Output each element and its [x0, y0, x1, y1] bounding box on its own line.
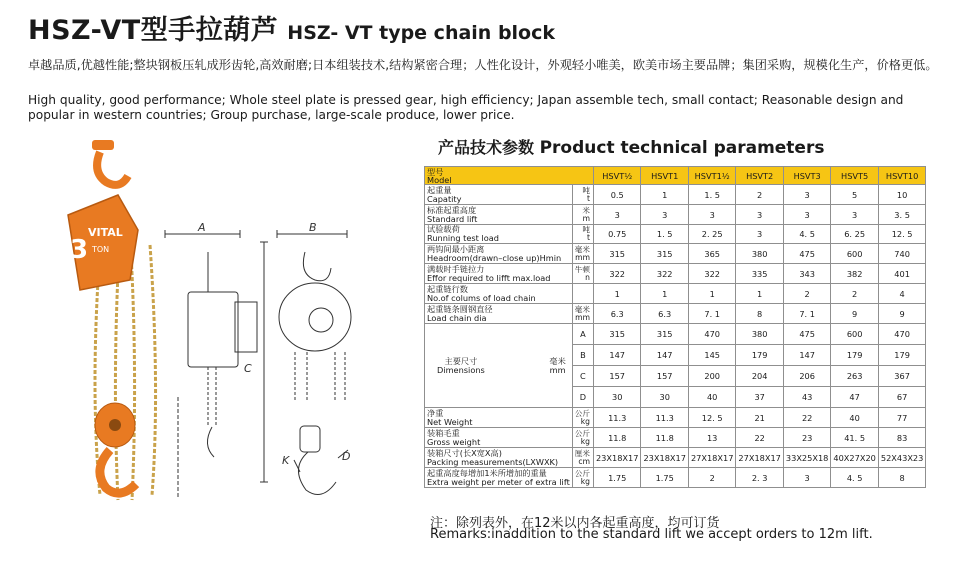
value-cell: 67 [878, 387, 925, 408]
value-cell: 10 [878, 185, 925, 205]
param-name [425, 205, 573, 225]
value-cell: 322 [688, 264, 735, 284]
value-cell: 315 [593, 324, 640, 345]
value-cell: 380 [736, 324, 783, 345]
value-cell: 0.75 [593, 225, 640, 244]
unit-en: t [586, 233, 590, 242]
value-cell: 3 [736, 205, 783, 225]
unit-en: kg [580, 436, 590, 446]
value-cell: 11.3 [593, 408, 640, 428]
unit-cn: 毫米 [549, 355, 566, 366]
value-cell: 206 [783, 366, 830, 387]
unit-cell [572, 185, 593, 205]
value-cell: 13 [688, 428, 735, 448]
value-cell: 322 [593, 264, 640, 284]
value-cell: 3 [783, 468, 830, 488]
value-cell: 40X27X20 [831, 448, 878, 468]
unit-cell [572, 205, 593, 225]
label-en: Dimensions [437, 364, 485, 375]
value-cell: 8 [736, 304, 783, 324]
unit-cell [572, 468, 593, 488]
dim-label-d: D [342, 450, 351, 463]
unit-cn: 毫米 [574, 304, 590, 314]
value-cell: 315 [641, 324, 688, 345]
value-cell: 2 [783, 284, 830, 304]
label-en: No.of colums of load chain [427, 292, 536, 303]
value-cell: 40 [831, 408, 878, 428]
params-title-chinese: 产品技术参数 [438, 138, 535, 157]
value-cell: 475 [783, 244, 830, 264]
value-cell: 475 [783, 324, 830, 345]
label-cn: 型号 [427, 166, 444, 177]
unit-en: mm [575, 252, 590, 262]
table-row [425, 284, 926, 304]
label-en: Running test load [427, 233, 499, 243]
unit-cn: 公斤 [574, 428, 590, 438]
dimensions-label [425, 324, 573, 408]
value-cell: 22 [783, 408, 830, 428]
table-header-row [425, 167, 926, 185]
value-cell: 1.75 [641, 468, 688, 488]
value-cell: 30 [593, 387, 640, 408]
dimension-letter: C [572, 366, 593, 387]
dimension-letter: B [572, 345, 593, 366]
value-cell: 37 [736, 387, 783, 408]
unit-cn: 吨 [582, 225, 590, 234]
label-en: Capatity [427, 193, 462, 204]
value-cell: 4 [878, 284, 925, 304]
value-cell: 1. 5 [688, 185, 735, 205]
value-cell: 33X25X18 [783, 448, 830, 468]
param-name [425, 225, 573, 244]
model-header: HSVT3 [783, 167, 830, 185]
unit-cell [572, 448, 593, 468]
unit-cell [572, 244, 593, 264]
table-row [425, 264, 926, 284]
unit-en: t [586, 193, 590, 203]
title-chinese: HSZ-VT型手拉葫芦 [28, 15, 279, 46]
dimension-letter: D [572, 387, 593, 408]
value-cell: 7. 1 [688, 304, 735, 324]
value-cell: 12. 5 [688, 408, 735, 428]
label-en: Extra weight per meter of extra lift [427, 476, 570, 487]
param-name [425, 264, 573, 284]
value-cell: 3 [593, 205, 640, 225]
value-cell: 3 [783, 185, 830, 205]
table-row [425, 448, 926, 468]
brand-logo: VITAL [88, 226, 123, 239]
label-en: Standard lift [427, 213, 478, 224]
param-name [425, 448, 573, 468]
remark-chinese: 注：除列表外，在12米以内各起重高度，均可订货 [430, 516, 720, 531]
remark-english: Remarks:inaddition to the standard lift we accept orders to 12m lift. [430, 527, 873, 542]
value-cell: 21 [736, 408, 783, 428]
value-cell: 470 [878, 324, 925, 345]
side-view-drawing [160, 222, 280, 507]
label-cn: 净重 [427, 407, 444, 418]
dimensions-name [437, 357, 485, 375]
value-cell: 8 [878, 468, 925, 488]
value-cell: 147 [783, 345, 830, 366]
label-en: Effor required to lifft max.load [427, 272, 551, 283]
unit-cell [572, 304, 593, 324]
unit-cn: 吨 [582, 185, 590, 195]
value-cell: 41. 5 [831, 428, 878, 448]
dim-label-k: K [282, 454, 290, 467]
param-name [425, 284, 573, 304]
model-header: HSVT10 [878, 167, 925, 185]
unit-cell [572, 408, 593, 428]
model-header: HSVT1 [641, 167, 688, 185]
unit-en: m [582, 213, 590, 223]
unit-cell [572, 225, 593, 244]
value-cell: 2. 3 [736, 468, 783, 488]
dimensions-unit [549, 357, 565, 375]
model-header: HSVT½ [593, 167, 640, 185]
value-cell: 11.3 [641, 408, 688, 428]
label-en: Headroom(drawn–close up)Hmin [427, 252, 562, 263]
value-cell: 147 [641, 345, 688, 366]
value-cell: 147 [593, 345, 640, 366]
unit-cn: 米 [582, 205, 590, 215]
value-cell: 365 [688, 244, 735, 264]
value-cell: 0.5 [593, 185, 640, 205]
capacity-unit: TON [92, 245, 110, 254]
value-cell: 2 [736, 185, 783, 205]
param-name [425, 408, 573, 428]
unit-cn: 厘米 [574, 448, 590, 458]
value-cell: 3 [736, 225, 783, 244]
value-cell: 3. 5 [878, 205, 925, 225]
model-header: HSVT5 [831, 167, 878, 185]
value-cell: 263 [831, 366, 878, 387]
value-cell: 470 [688, 324, 735, 345]
model-header: HSVT1½ [688, 167, 735, 185]
value-cell: 145 [688, 345, 735, 366]
param-name [425, 244, 573, 264]
value-cell: 200 [688, 366, 735, 387]
label-cn: 装箱毛重 [427, 427, 460, 438]
value-cell: 27X18X17 [688, 448, 735, 468]
value-cell: 367 [878, 366, 925, 387]
value-cell: 3 [688, 205, 735, 225]
unit-cell [572, 428, 593, 448]
table-row [425, 324, 926, 345]
front-view-drawing [265, 222, 365, 417]
label-cn: 装箱尺寸(长X宽X高) [427, 447, 502, 458]
value-cell: 2 [688, 468, 735, 488]
spec-table [424, 166, 926, 488]
description-chinese: 卓越品质,优越性能;整块钢板压轧成形齿轮,高效耐磨;日本组装技术,结构紧密合理；人性化设计，外观轻小唯美，欧美市场主要品牌；集团采购，规模化生产，价格更低。 [28, 58, 938, 72]
value-cell: 322 [641, 264, 688, 284]
param-name [425, 468, 573, 488]
label-cn: 起重高度每增加1米所增加的重量 [427, 467, 547, 478]
value-cell: 157 [641, 366, 688, 387]
unit-cell [572, 264, 593, 284]
value-cell: 1 [593, 284, 640, 304]
value-cell: 7. 1 [783, 304, 830, 324]
value-cell: 6.3 [641, 304, 688, 324]
value-cell: 1. 5 [641, 225, 688, 244]
unit-en: kg [580, 416, 590, 426]
unit-en: n [585, 272, 590, 282]
value-cell: 4. 5 [831, 468, 878, 488]
value-cell: 3 [641, 205, 688, 225]
value-cell: 23X18X17 [593, 448, 640, 468]
value-cell: 77 [878, 408, 925, 428]
dim-label-c: C [244, 362, 252, 375]
table-row [425, 185, 926, 205]
value-cell: 1.75 [593, 468, 640, 488]
label-en: Model [427, 174, 452, 185]
value-cell: 22 [736, 428, 783, 448]
value-cell: 1 [641, 284, 688, 304]
label-cn: 起重链条圆钢直径 [427, 303, 493, 314]
value-cell: 43 [783, 387, 830, 408]
params-title-english: Product technical parameters [539, 138, 825, 158]
value-cell: 1 [736, 284, 783, 304]
label-en: Net Weight [427, 416, 473, 427]
value-cell: 3 [831, 205, 878, 225]
table-row [425, 408, 926, 428]
title-english: HSZ- VT type chain block [287, 22, 556, 44]
value-cell: 382 [831, 264, 878, 284]
params-title [438, 135, 824, 158]
value-cell: 6.3 [593, 304, 640, 324]
value-cell: 2 [831, 284, 878, 304]
value-cell: 23X18X17 [641, 448, 688, 468]
value-cell: 47 [831, 387, 878, 408]
value-cell: 83 [878, 428, 925, 448]
param-name [425, 185, 573, 205]
unit-cn: 牛顿 [574, 264, 590, 274]
hook-detail-drawing [276, 420, 366, 510]
value-cell: 6. 25 [831, 225, 878, 244]
value-cell: 204 [736, 366, 783, 387]
model-label [425, 167, 594, 185]
unit-en: mm [549, 364, 566, 375]
unit-en: kg [580, 476, 590, 486]
dim-label-b: B [309, 222, 317, 234]
label-cn: 两钩间最小距离 [427, 243, 485, 254]
unit-en: cm [578, 456, 590, 466]
unit-cn: 公斤 [574, 408, 590, 418]
value-cell: 179 [831, 345, 878, 366]
value-cell: 179 [878, 345, 925, 366]
value-cell: 12. 5 [878, 225, 925, 244]
table-row [425, 304, 926, 324]
table-row [425, 428, 926, 448]
value-cell: 40 [688, 387, 735, 408]
value-cell: 157 [593, 366, 640, 387]
value-cell: 5 [831, 185, 878, 205]
param-name [425, 304, 573, 324]
description-english: High quality, good performance; Whole steel plate is pressed gear, high efficiency; Japan assemble tech, small contact; Reasonable design and popular in western countries; Group purchase, large-scale produce, lower price. [28, 93, 904, 122]
param-name [425, 428, 573, 448]
value-cell: 600 [831, 244, 878, 264]
label-cn: 满载时手链拉力 [427, 263, 485, 274]
value-cell: 4. 5 [783, 225, 830, 244]
table-row [425, 225, 926, 244]
dim-label-a: A [198, 222, 206, 234]
model-header: HSVT2 [736, 167, 783, 185]
top-hook [97, 152, 128, 185]
value-cell: 343 [783, 264, 830, 284]
label-en: Packing measurements(LXWXK) [427, 456, 559, 467]
capacity-digit: 3 [70, 235, 89, 265]
value-cell: 600 [831, 324, 878, 345]
value-cell: 315 [593, 244, 640, 264]
value-cell: 11.8 [593, 428, 640, 448]
table-row [425, 244, 926, 264]
chain-hoist-photo [60, 140, 170, 510]
value-cell: 9 [831, 304, 878, 324]
value-cell: 11.8 [641, 428, 688, 448]
unit-cn: 公斤 [574, 468, 590, 478]
table-row [425, 205, 926, 225]
value-cell: 401 [878, 264, 925, 284]
label-cn: 标准起重高度 [427, 204, 477, 215]
value-cell: 52X43X23 [878, 448, 925, 468]
value-cell: 179 [736, 345, 783, 366]
value-cell: 2. 25 [688, 225, 735, 244]
value-cell: 30 [641, 387, 688, 408]
value-cell: 1 [688, 284, 735, 304]
label-en: Load chain dia [427, 312, 487, 323]
label-cn: 试验载荷 [427, 224, 460, 234]
dimension-letter: A [572, 324, 593, 345]
label-cn: 主要尺寸 [444, 355, 478, 366]
table-row [425, 468, 926, 488]
unit-cell [572, 284, 593, 304]
value-cell: 9 [878, 304, 925, 324]
value-cell: 3 [783, 205, 830, 225]
value-cell: 23 [783, 428, 830, 448]
label-cn: 起重量 [427, 184, 452, 195]
value-cell: 740 [878, 244, 925, 264]
value-cell: 315 [641, 244, 688, 264]
value-cell: 380 [736, 244, 783, 264]
unit-cn: 毫米 [574, 244, 590, 254]
value-cell: 335 [736, 264, 783, 284]
value-cell: 27X18X17 [736, 448, 783, 468]
page-title [28, 8, 555, 47]
value-cell: 1 [641, 185, 688, 205]
unit-en: mm [575, 312, 590, 322]
label-en: Gross weight [427, 436, 481, 447]
label-cn: 起重链行数 [427, 283, 468, 294]
